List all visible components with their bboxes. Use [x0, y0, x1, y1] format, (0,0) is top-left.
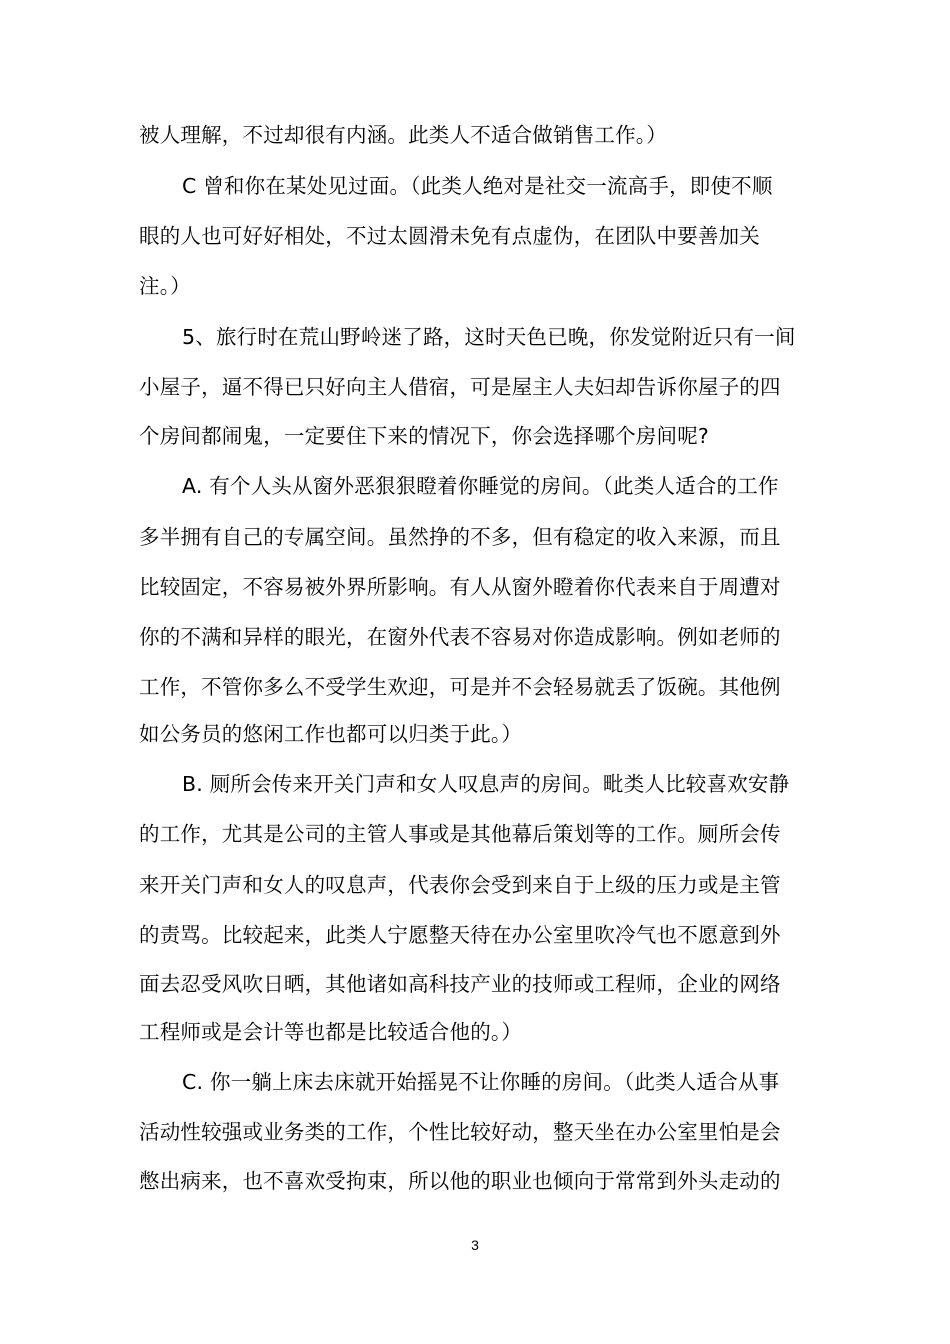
text-line: 活动性较强或业务类的工作，个性比较好动，整天坐在办公室里怕是会: [139, 1120, 781, 1144]
text-line: C 曾和你在某处见过面。（此类人绝对是社交一流高手，即使不顺: [182, 174, 773, 198]
text-line: 工作，不管你多么不受学生欢迎，可是并不会轻易就丢了饭碗。其他例: [139, 675, 781, 699]
page-number: 3: [471, 1237, 479, 1253]
text-line: 注。）: [139, 274, 191, 298]
text-line: 的责骂。比较起来，此类人宁愿整天待在办公室里吹冷气也不愿意到外: [139, 923, 781, 947]
text-line: C. 你一躺上床去床就开始摇晃不让你睡的房间。（此类人适合从事: [182, 1070, 780, 1094]
text-line: A. 有个人头从窗外恶狠狠瞪着你睡觉的房间。（此类人适合的工作: [182, 474, 779, 498]
text-line: 被人理解，不过却很有内涵。此类人不适合做销售工作。）: [139, 123, 667, 147]
text-line: 比较固定，不容易被外界所影响。有人从窗外瞪着你代表来自于周遭对: [139, 575, 781, 599]
text-line: 小屋子，逼不得已只好向主人借宿，可是屋主人夫妇却告诉你屋子的四: [139, 375, 781, 399]
text-line: 如公务员的悠闲工作也都可以归类于此。）: [139, 722, 523, 746]
text-line: 的工作，尤其是公司的主管人事或是其他幕后策划等的工作。厕所会传: [139, 822, 781, 846]
text-line: 来开关门声和女人的叹息声，代表你会受到来自于上级的压力或是主管: [139, 873, 781, 897]
text-line: 憋出病来，也不喜欢受拘束，所以他的职业也倾向于常常到外头走动的: [139, 1169, 781, 1193]
text-line: 你的不满和异样的眼光，在窗外代表不容易对你造成影响。例如老师的: [139, 625, 781, 649]
text-line: 个房间都闹鬼，一定要住下来的情况下，你会选择哪个房间呢?: [139, 424, 709, 448]
text-line: 工程师或是会计等也都是比较适合他的。）: [139, 1020, 523, 1044]
text-line: 多半拥有自己的专属空间。虽然挣的不多，但有稳定的收入来源，而且: [139, 525, 781, 549]
text-line: B. 厕所会传来开关门声和女人叹息声的房间。毗类人比较喜欢安静: [182, 772, 790, 796]
text-line: 5、旅行时在荒山野岭迷了路，这时天色已晚，你发觉附近只有一间: [182, 325, 796, 349]
text-line: 面去忍受风吹日晒，其他诸如高科技产业的技师或工程师，企业的网络: [139, 972, 781, 996]
text-line: 眼的人也可好好相处，不过太圆滑未免有点虚伪，在团队中要善加关: [139, 224, 760, 248]
